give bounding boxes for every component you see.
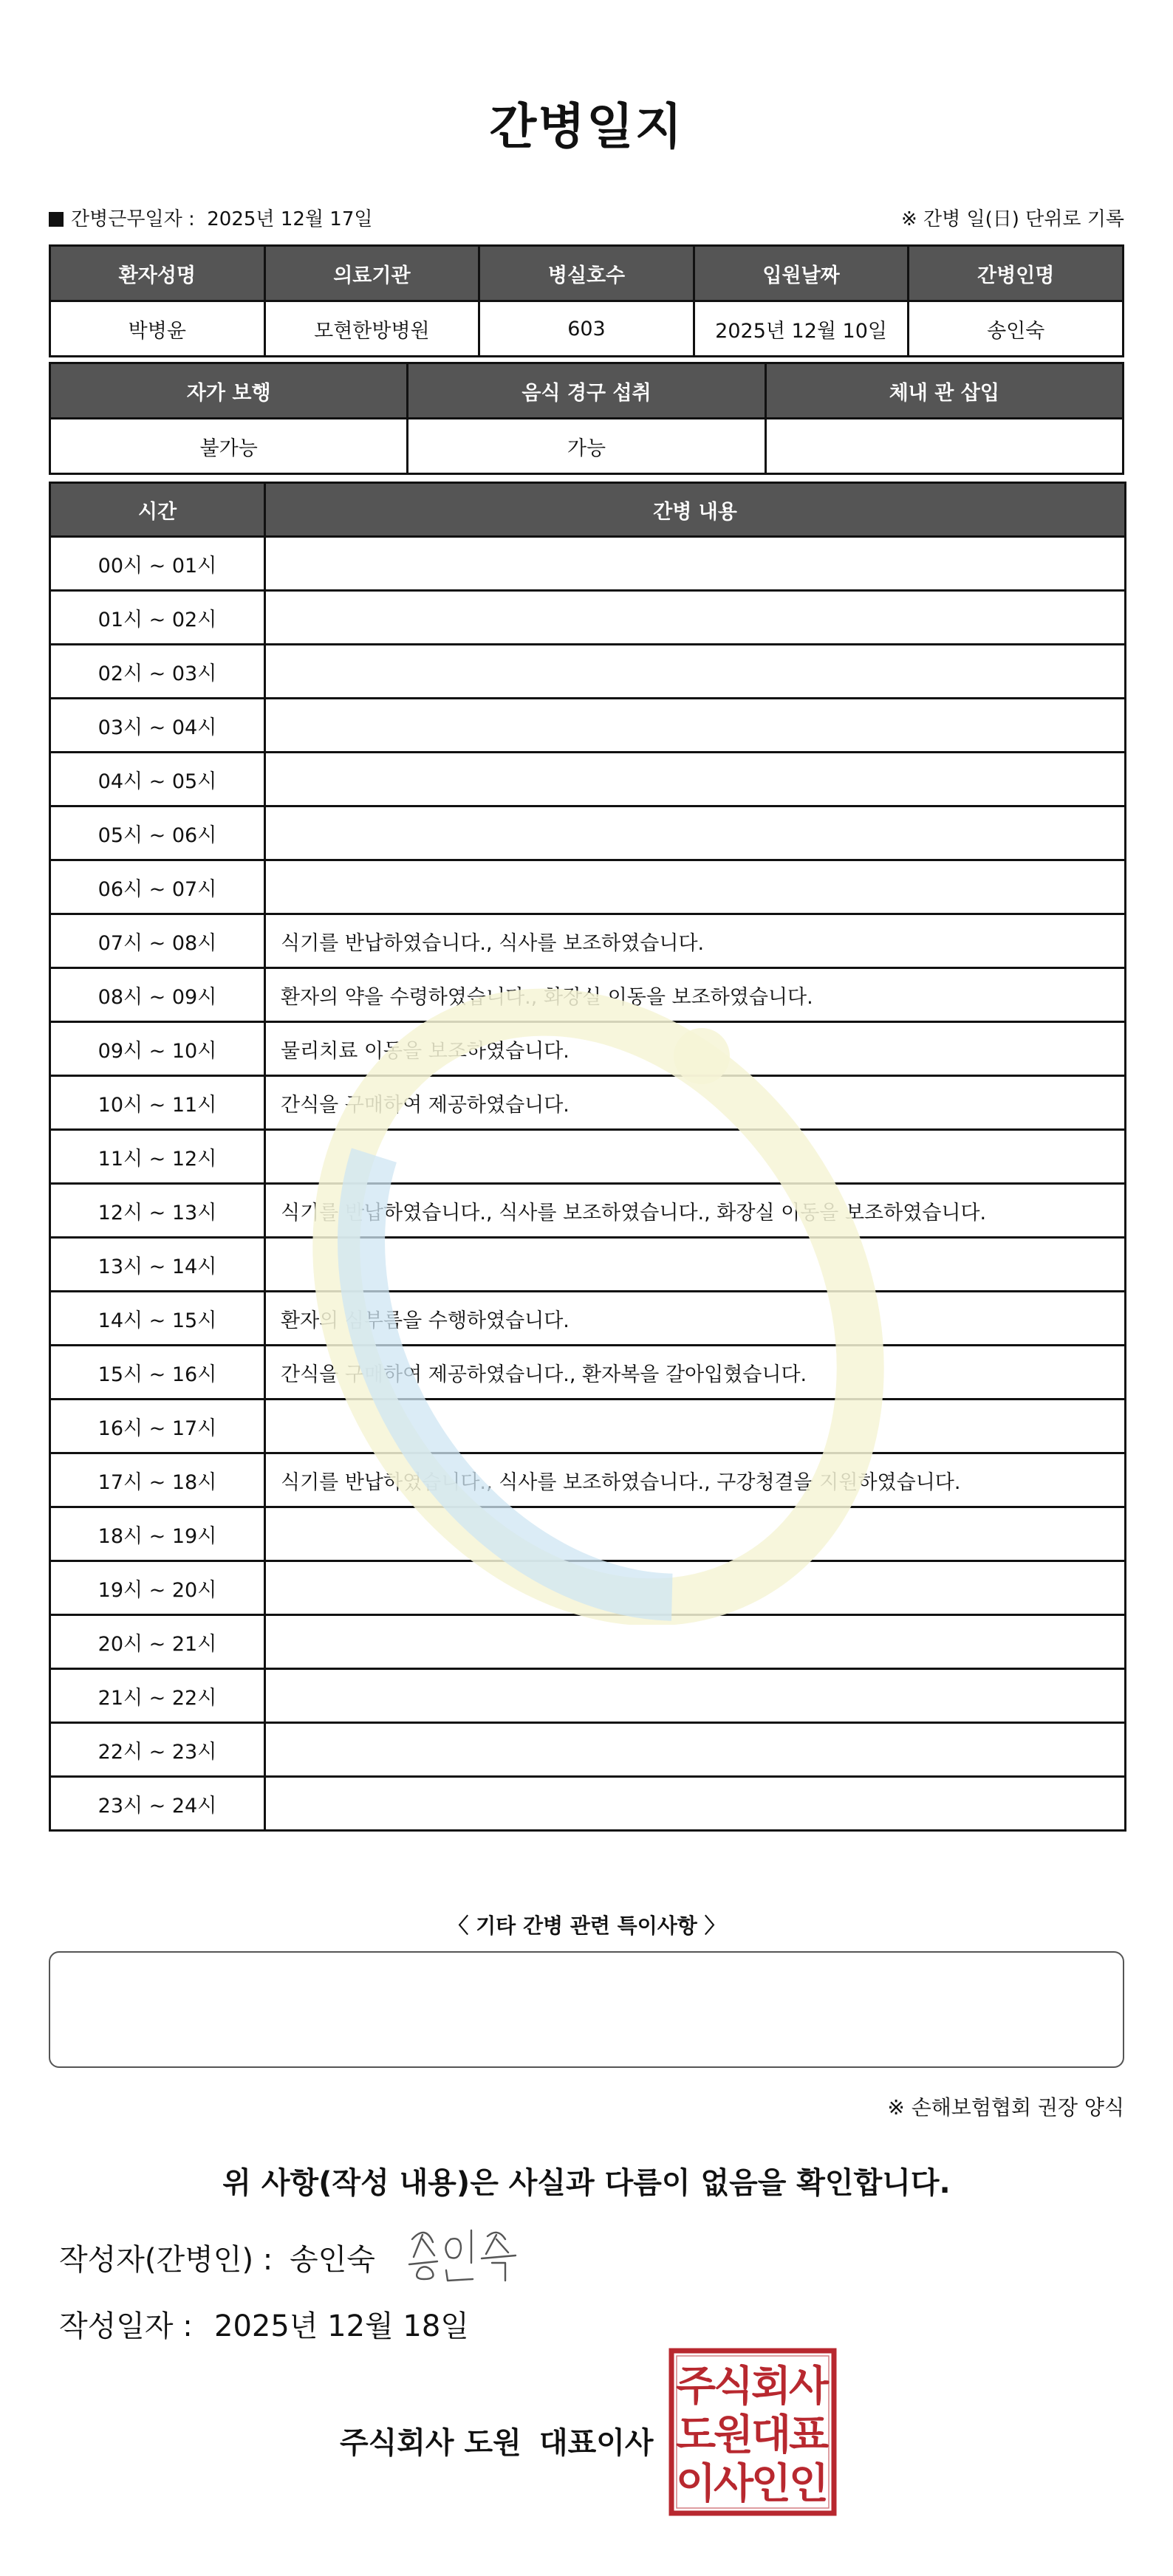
written-date-value: 2025년 12월 18일 [214, 2309, 469, 2343]
time-slot: 09시 ~ 10시 [50, 1022, 265, 1076]
patient-status-value-row [50, 419, 1124, 474]
time-slot: 05시 ~ 06시 [50, 806, 265, 860]
header-patient-name: 환자성명 [50, 246, 265, 301]
table-row [50, 1615, 1126, 1669]
header-admission-date: 입원날짜 [694, 246, 909, 301]
table-row [50, 1400, 1126, 1453]
table-row [50, 1292, 1126, 1346]
time-slot: 15시 ~ 16시 [50, 1346, 265, 1400]
header-caregiver-name: 간병인명 [909, 246, 1124, 301]
care-content: 간식을 구매하여 제공하였습니다. [265, 1076, 1126, 1130]
time-slot: 17시 ~ 18시 [50, 1453, 265, 1507]
care-content [265, 860, 1126, 914]
care-log-body [50, 537, 1126, 1831]
written-date-label: 작성일자 : [59, 2309, 193, 2343]
patient-status-header-row [50, 363, 1124, 419]
seal-character: 주 [675, 2363, 717, 2411]
table-row [50, 1238, 1126, 1292]
care-content: 식기를 반납하였습니다., 식사를 보조하였습니다., 화장실 이동을 보조하였습니다. [265, 1184, 1126, 1238]
time-slot: 13시 ~ 14시 [50, 1238, 265, 1292]
header-tube-insertion: 체내 관 삽입 [765, 363, 1123, 419]
table-row [50, 914, 1126, 968]
time-slot: 16시 ~ 17시 [50, 1400, 265, 1453]
seal-character: 식 [713, 2363, 754, 2411]
time-slot: 07시 ~ 08시 [50, 914, 265, 968]
seal-character: 인 [750, 2460, 792, 2508]
care-content: 환자의 약을 수령하였습니다., 화장실 이동을 보조하였습니다. [265, 968, 1126, 1022]
care-log-table [49, 482, 1126, 1832]
work-date-line [49, 204, 372, 231]
seal-character: 회 [750, 2363, 792, 2411]
patient-info-header-row [50, 246, 1124, 301]
care-content [265, 1615, 1126, 1669]
time-slot: 19시 ~ 20시 [50, 1561, 265, 1615]
admission-date: 2025년 12월 10일 [694, 301, 909, 357]
care-content [265, 1561, 1126, 1615]
care-content: 환자의 심부름을 수행하였습니다. [265, 1292, 1126, 1346]
time-slot: 02시 ~ 03시 [50, 645, 265, 699]
care-content: 식기를 반납하였습니다., 식사를 보조하였습니다., 구강청결을 지원하였습니다. [265, 1453, 1126, 1507]
table-row [50, 1184, 1126, 1238]
table-row [50, 806, 1126, 860]
time-slot: 01시 ~ 02시 [50, 591, 265, 645]
table-row [50, 968, 1126, 1022]
seal-character: 이 [675, 2460, 717, 2508]
header-hospital: 의료기관 [264, 246, 479, 301]
care-content [265, 537, 1126, 591]
patient-status-table [49, 362, 1124, 475]
room-number: 603 [479, 301, 694, 357]
special-notes-title: 〈 기타 간병 관련 특이사항 〉 [448, 1914, 725, 1938]
hospital-name: 모현한방병원 [264, 301, 479, 357]
care-content [265, 1507, 1126, 1561]
patient-info-value-row [50, 301, 1124, 357]
writer-label: 작성자(간병인) : [59, 2243, 273, 2277]
care-log-header-row [50, 483, 1126, 537]
time-slot: 08시 ~ 09시 [50, 968, 265, 1022]
care-content: 간식을 구매하여 제공하였습니다., 환자복을 갈아입혔습니다. [265, 1346, 1126, 1400]
table-row [50, 1130, 1126, 1184]
table-row [50, 699, 1126, 753]
time-slot: 03시 ~ 04시 [50, 699, 265, 753]
recommended-form-note: ※ 손해보험협회 권장 양식 [887, 2095, 1124, 2120]
table-row [50, 1346, 1126, 1400]
special-notes-box [49, 1951, 1124, 2068]
time-slot: 14시 ~ 15시 [50, 1292, 265, 1346]
table-row [50, 537, 1126, 591]
header-self-walking: 자가 보행 [50, 363, 408, 419]
header-room: 병실호수 [479, 246, 694, 301]
care-content [265, 1400, 1126, 1453]
seal-character: 원 [713, 2411, 754, 2459]
writer-name: 송인숙 [290, 2243, 375, 2277]
company-name: 주식회사 도원 [340, 2426, 521, 2460]
care-content: 물리치료 이동을 보조하였습니다. [265, 1022, 1126, 1076]
seal-character: 대 [750, 2411, 792, 2459]
seal-character: 도 [675, 2411, 717, 2459]
time-slot: 18시 ~ 19시 [50, 1507, 265, 1561]
care-content [265, 1130, 1126, 1184]
seal-character: 표 [788, 2411, 830, 2459]
table-row [50, 1076, 1126, 1130]
care-content [265, 645, 1126, 699]
care-content [265, 1723, 1126, 1777]
time-slot: 06시 ~ 07시 [50, 860, 265, 914]
table-row [50, 753, 1126, 806]
table-row [50, 645, 1126, 699]
time-slot: 04시 ~ 05시 [50, 753, 265, 806]
confirmation-statement: 위 사항(작성 내용)은 사실과 다름이 없음을 확인합니다. [222, 2166, 951, 2200]
care-content [265, 1669, 1126, 1723]
header-oral-intake: 음식 경구 섭취 [408, 363, 765, 419]
header-time: 시간 [50, 483, 265, 537]
work-date-value: 2025년 12월 17일 [207, 208, 373, 230]
time-slot: 12시 ~ 13시 [50, 1184, 265, 1238]
time-slot: 21시 ~ 22시 [50, 1669, 265, 1723]
tube-insertion-value [765, 419, 1123, 474]
header-care-content: 간병 내용 [265, 483, 1126, 537]
care-content [265, 753, 1126, 806]
care-content [265, 806, 1126, 860]
self-walking-value: 불가능 [50, 419, 408, 474]
square-bullet-icon [49, 212, 64, 227]
time-slot: 10시 ~ 11시 [50, 1076, 265, 1130]
table-row [50, 1507, 1126, 1561]
seal-character: 사 [788, 2363, 830, 2411]
work-date-label: 간병근무일자 : [71, 208, 195, 230]
care-content [265, 591, 1126, 645]
time-slot: 20시 ~ 21시 [50, 1615, 265, 1669]
table-row [50, 591, 1126, 645]
caregiver-name: 송인숙 [909, 301, 1124, 357]
table-row [50, 1777, 1126, 1831]
care-content [265, 1777, 1126, 1831]
care-content [265, 699, 1126, 753]
table-row [50, 1723, 1126, 1777]
table-row [50, 860, 1126, 914]
ceo-label: 대표이사 [539, 2426, 654, 2460]
patient-name: 박병윤 [50, 301, 265, 357]
table-row [50, 1561, 1126, 1615]
time-slot: 11시 ~ 12시 [50, 1130, 265, 1184]
table-row [50, 1669, 1126, 1723]
patient-info-table [49, 244, 1124, 357]
document-title: 간병일지 [489, 98, 684, 155]
care-content [265, 1238, 1126, 1292]
table-row [50, 1453, 1126, 1507]
time-slot: 00시 ~ 01시 [50, 537, 265, 591]
handwritten-signature [405, 2217, 538, 2284]
company-seal-stamp [668, 2347, 838, 2517]
seal-character: 사 [713, 2460, 754, 2508]
record-unit-note: ※ 간병 일(日) 단위로 기록 [900, 208, 1124, 230]
time-slot: 23시 ~ 24시 [50, 1777, 265, 1831]
table-row [50, 1022, 1126, 1076]
care-content: 식기를 반납하였습니다., 식사를 보조하였습니다. [265, 914, 1126, 968]
oral-intake-value: 가능 [408, 419, 765, 474]
time-slot: 22시 ~ 23시 [50, 1723, 265, 1777]
seal-character: 인 [788, 2460, 830, 2508]
